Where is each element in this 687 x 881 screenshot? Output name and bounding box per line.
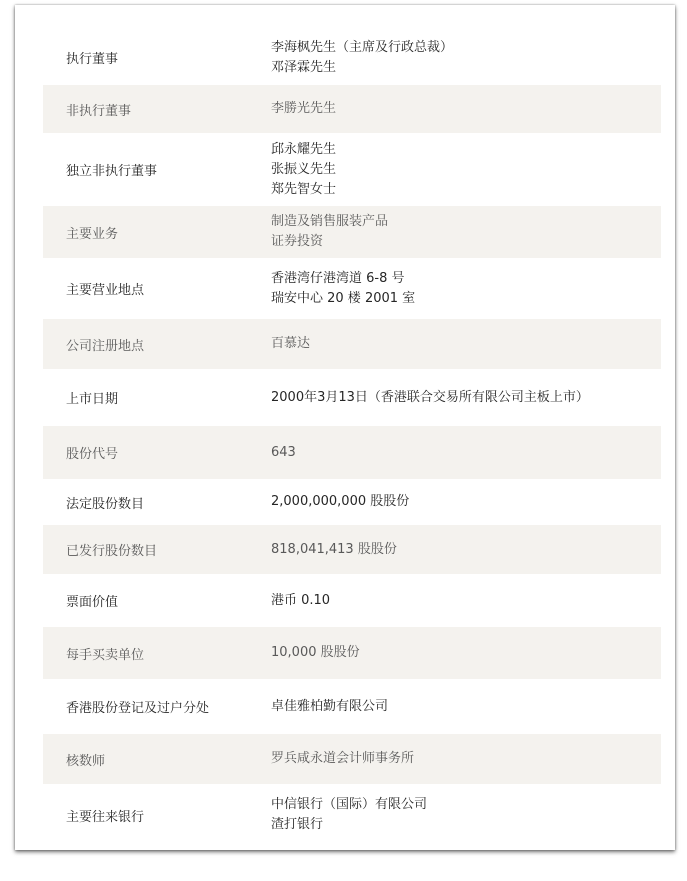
value-line: 邓泽霖先生 xyxy=(271,59,337,75)
value-line: 张振义先生 xyxy=(271,161,337,177)
document-page xyxy=(15,5,675,850)
table-row xyxy=(43,133,661,206)
value-line: 郑先智女士 xyxy=(271,181,337,197)
row-label: 主要业务 xyxy=(66,226,119,242)
table-row xyxy=(43,679,661,734)
row-value xyxy=(271,697,661,717)
value-line: 818,041,413 股股份 xyxy=(271,541,397,557)
row-label: 非执行董事 xyxy=(66,103,132,119)
value-line: 2,000,000,000 股股份 xyxy=(271,494,410,509)
row-value xyxy=(271,140,661,200)
row-value xyxy=(271,269,661,309)
value-line: 李海枫先生（主席及行政总裁） xyxy=(271,39,454,55)
row-label: 主要往来银行 xyxy=(66,809,145,825)
row-value xyxy=(271,443,661,463)
table-row xyxy=(43,258,661,319)
value-line: 制造及销售服装产品 xyxy=(271,214,389,229)
value-line: 643 xyxy=(271,444,296,460)
row-value xyxy=(271,643,661,663)
table-row xyxy=(43,369,661,426)
row-label: 每手买卖单位 xyxy=(66,647,145,663)
row-label: 主要营业地点 xyxy=(66,283,145,298)
table-row xyxy=(43,479,661,525)
row-label: 香港股份登记及过户分处 xyxy=(66,701,210,716)
row-label: 上市日期 xyxy=(66,392,119,407)
row-value xyxy=(271,749,661,769)
row-value xyxy=(271,38,661,78)
value-line: 中信银行（国际）有限公司 xyxy=(271,797,428,812)
table-row xyxy=(43,426,661,479)
row-label: 已发行股份数目 xyxy=(66,544,158,559)
row-value xyxy=(271,795,661,835)
value-line: 证券投资 xyxy=(271,234,324,249)
value-line: 李勝光先生 xyxy=(271,101,337,116)
value-line: 香港湾仔港湾道 6-8 号 xyxy=(271,270,405,286)
row-label: 执行董事 xyxy=(66,52,119,67)
row-value xyxy=(271,540,661,560)
table-row xyxy=(43,525,661,574)
row-label: 股份代号 xyxy=(66,447,119,462)
row-value xyxy=(271,212,661,252)
row-label: 公司注册地点 xyxy=(66,338,145,354)
table-row xyxy=(43,30,661,85)
table-row xyxy=(43,85,661,133)
corporate-information-table xyxy=(43,30,661,846)
table-row xyxy=(43,627,661,679)
value-line: 邱永耀先生 xyxy=(271,141,337,157)
row-value xyxy=(271,591,661,611)
table-row xyxy=(43,319,661,369)
table-row xyxy=(43,574,661,627)
row-value xyxy=(271,334,661,354)
row-value xyxy=(271,492,661,512)
value-line: 10,000 股股份 xyxy=(271,645,360,660)
table-row xyxy=(43,784,661,846)
table-row xyxy=(43,734,661,784)
value-line: 百慕达 xyxy=(271,336,311,351)
value-line: 渣打银行 xyxy=(271,817,324,832)
value-line: 卓佳雅柏勤有限公司 xyxy=(271,698,389,714)
row-value xyxy=(271,388,661,408)
value-line: 瑞安中心 20 楼 2001 室 xyxy=(271,290,416,306)
row-label: 法定股份数目 xyxy=(66,496,145,512)
row-label: 票面价值 xyxy=(66,595,119,610)
row-label: 核数师 xyxy=(66,753,106,769)
table-row xyxy=(43,206,661,258)
row-label: 独立非执行董事 xyxy=(66,164,158,179)
value-line: 港币 0.10 xyxy=(271,592,331,608)
row-value xyxy=(271,99,661,119)
value-line: 罗兵咸永道会计师事务所 xyxy=(271,751,415,766)
value-line: 2000年3月13日（香港联合交易所有限公司主板上市） xyxy=(271,389,589,405)
